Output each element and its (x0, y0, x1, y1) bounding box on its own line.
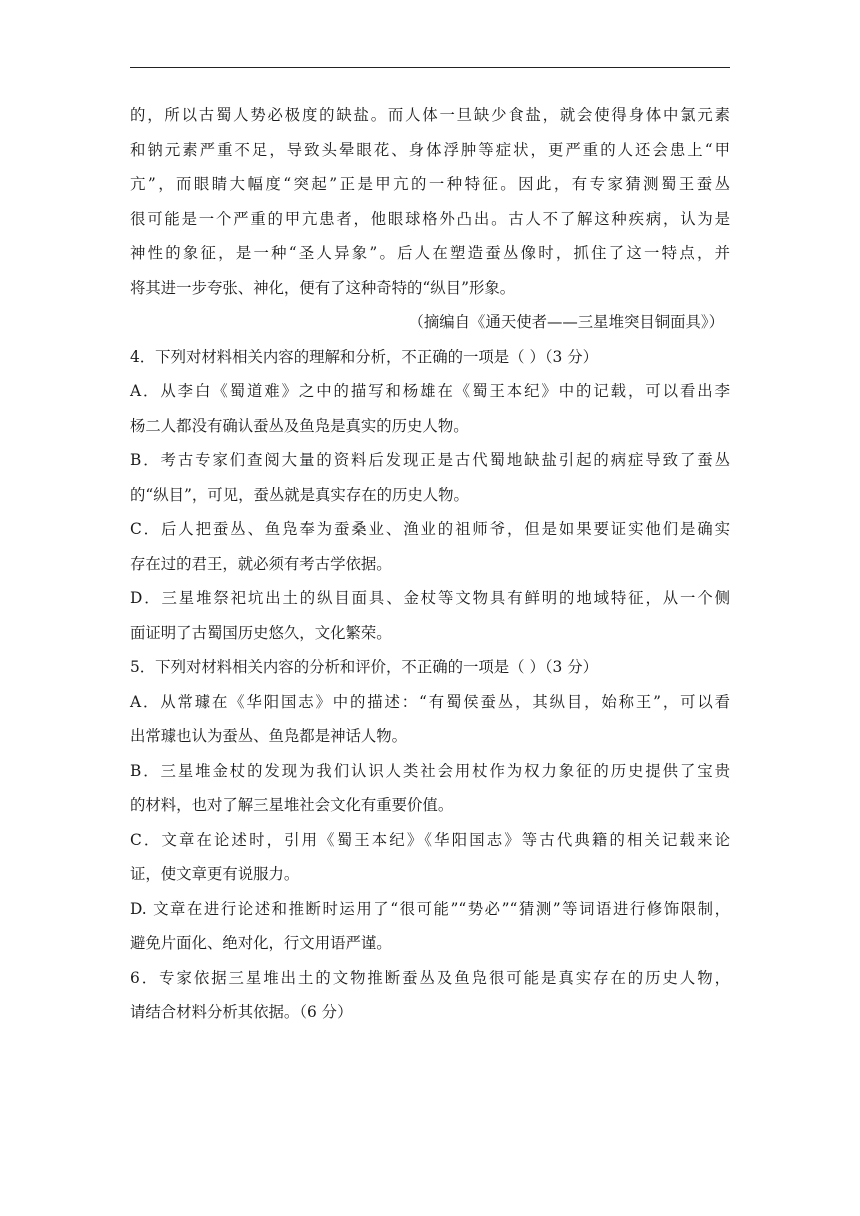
option-line: B．考古专家们查阅大量的资料后发现正是古代蜀地缺盐引起的病症导致了蚕丛 (130, 451, 730, 469)
option-line: 避免片面化、绝对化，行文用语严谨。 (130, 934, 392, 952)
option-line: C．文章在论述时，引用《蜀王本纪》《华阳国志》等古代典籍的相关记载来论 (130, 830, 730, 849)
option-a[interactable] (130, 374, 730, 443)
option-line: 面证明了古蜀国历史悠久，文化繁荣。 (130, 623, 392, 642)
passage-line: 神性的象征，是一种“圣人异象”。后人在塑造蚕丛像时，抓住了这一特点，并 (130, 244, 730, 262)
option-d[interactable] (130, 892, 730, 961)
passage-line: 很可能是一个严重的甲亢患者，他眼球格外凸出。古人不了解这种疾病，认为是 (130, 209, 730, 228)
option-c[interactable] (130, 823, 730, 892)
option-line: 证，使文章更有说服力。 (130, 865, 300, 883)
option-line: 存在过的君王，就必须有考古学依据。 (130, 554, 392, 573)
question-5 (130, 650, 730, 961)
passage-line: 的，所以古蜀人势必极度的缺盐。而人体一旦缺少食盐，就会使得身体中氯元素 (130, 106, 730, 124)
question-stem: 4．下列对材料相关内容的理解和分析，不正确的一项是（ ）（3 分） (130, 347, 598, 366)
option-b[interactable] (130, 754, 730, 823)
option-line: B．三星堆金杖的发现为我们认识人类社会用杖作为权力象征的历史提供了宝贵 (130, 761, 730, 780)
passage-paragraph (130, 98, 730, 340)
option-line: D. 文章在进行论述和推断时运用了“很可能”“势必”“猜测”等词语进行修饰限制， (130, 899, 730, 918)
option-line: D．三星堆祭祀坑出土的纵目面具、金杖等文物具有鲜明的地域特征，从一个侧 (130, 589, 730, 607)
option-line: 的“纵目”，可见，蚕丛就是真实存在的历史人物。 (130, 485, 469, 504)
option-a[interactable] (130, 685, 730, 754)
passage-line: 将其进一步夸张、神化，便有了这种奇特的“纵目”形象。 (130, 278, 516, 297)
option-line: 的材料，也对了解三星堆社会文化有重要价值。 (130, 796, 454, 814)
question-6 (130, 961, 730, 1030)
question-stem: 5．下列对材料相关内容的分析和评价，不正确的一项是（ ）（3 分） (130, 658, 598, 676)
option-line: 杨二人都没有确认蚕丛及鱼凫是真实的历史人物。 (130, 416, 469, 435)
passage-line: 亢”，而眼睛大幅度“突起”正是甲亢的一种特征。因此，有专家猜测蜀王蚕丛 (130, 175, 730, 193)
passage-line: 和钠元素严重不足，导致头晕眼花、身体浮肿等症状，更严重的人还会患上“甲 (130, 140, 730, 159)
header-rule (130, 67, 730, 68)
question-stem: 请结合材料分析其依据。（6 分） (130, 1003, 353, 1021)
question-4 (130, 340, 730, 651)
option-d[interactable] (130, 581, 730, 650)
passage-source: （摘编自《通天使者——三星堆突目铜面具》） (408, 313, 724, 331)
option-b[interactable] (130, 443, 730, 512)
page-content (130, 98, 730, 1030)
question-stem: 6．专家依据三星堆出土的文物推断蚕丛及鱼凫很可能是真实存在的历史人物， (130, 968, 730, 987)
option-line: A．从常璩在《华阳国志》中的描述：“有蜀侯蚕丛，其纵目，始称王”，可以看 (130, 692, 730, 711)
option-c[interactable] (130, 512, 730, 581)
option-line: 出常璩也认为蚕丛、鱼凫都是神话人物。 (130, 727, 408, 745)
option-line: A．从李白《蜀道难》之中的描写和杨雄在《蜀王本纪》中的记载，可以看出李 (130, 382, 730, 400)
option-line: C．后人把蚕丛、鱼凫奉为蚕桑业、渔业的祖师爷，但是如果要证实他们是确实 (130, 520, 730, 538)
